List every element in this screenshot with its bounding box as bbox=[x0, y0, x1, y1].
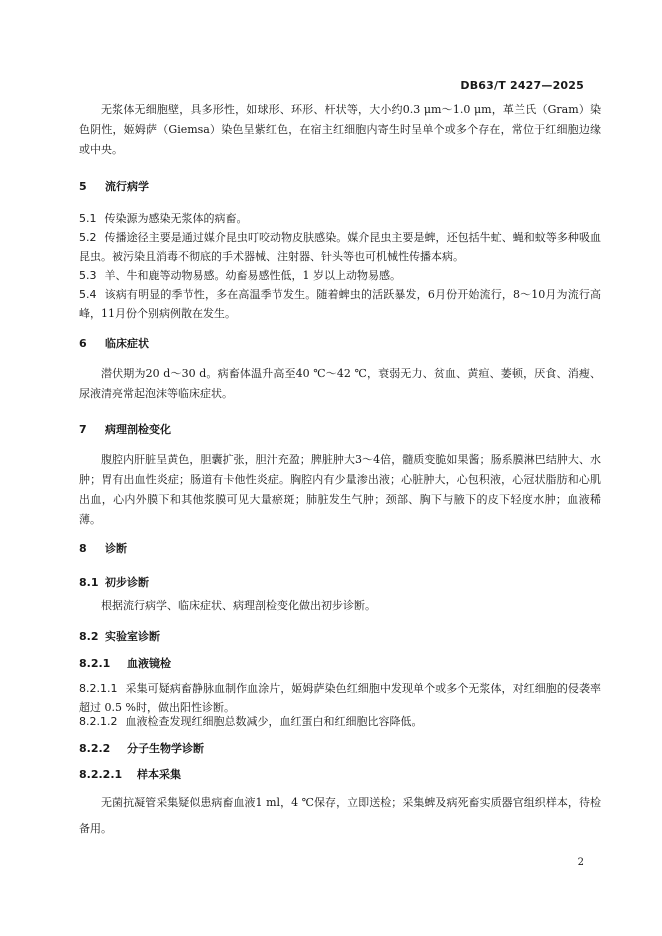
section-8-heading bbox=[79, 540, 127, 556]
section-title: 实验室诊断 bbox=[105, 630, 160, 643]
subsection-8-2-2-1-paragraph: 无菌抗凝管采集疑似患病畜血液1 ml，4 ℃保存，立即送检；采集蜱及病死畜实质器官组织样本，待检备用。 bbox=[79, 796, 601, 835]
clause-5-1 bbox=[79, 209, 601, 228]
clause-text: 血液检查发现红细胞总数减少，血红蛋白和红细胞比容降低。 bbox=[125, 715, 423, 728]
clause-number: 8.2.1.1 bbox=[79, 682, 118, 695]
section-number: 8.2.2.1 bbox=[79, 768, 123, 781]
section-title: 初步诊断 bbox=[105, 576, 149, 589]
section-7-paragraph: 腹腔内肝脏呈黄色，胆囊扩张，胆汁充盈；脾脏肿大3～4倍，髓质变脆如果酱；肠系膜淋巴结肿大、水肿；胃有出血性炎症；肠道有卡他性炎症。胸腔内有少量渗出液；心脏肿大，心包积液，心冠状脂肪和心肌出血，心内外膜下和其他浆膜可见大量瘀斑；肺脏发生气肿；颈部、胸下与腋下的皮下轻度水肿；血液稀薄。 bbox=[79, 453, 601, 526]
section-number: 8 bbox=[79, 542, 87, 555]
subsection-8-2-2-1-heading bbox=[79, 766, 181, 782]
clause-5-4 bbox=[79, 285, 601, 323]
page-number: 2 bbox=[577, 857, 584, 868]
clause-5-3 bbox=[79, 266, 601, 285]
clause-number: 5.4 bbox=[79, 288, 97, 301]
section-5-heading bbox=[79, 178, 149, 194]
subsection-8-1-heading bbox=[79, 574, 149, 590]
clause-5-2 bbox=[79, 228, 601, 266]
section-title: 分子生物学诊断 bbox=[127, 742, 204, 755]
clause-text: 传播途径主要是通过媒介昆虫叮咬动物皮肤感染。媒介昆虫主要是蜱，还包括牛虻、蝇和蚊等多种吸血昆虫。被污染且消毒不彻底的手术器械、注射器、针头等也可机械性传播本病。 bbox=[79, 231, 601, 263]
section-title: 临床症状 bbox=[105, 337, 149, 350]
section-number: 6 bbox=[79, 337, 87, 350]
clause-number: 5.1 bbox=[79, 212, 97, 225]
section-title: 病理剖检变化 bbox=[105, 423, 171, 436]
section-7-heading bbox=[79, 421, 171, 437]
intro-paragraph: 无浆体无细胞壁，具多形性，如球形、环形、杆状等，大小约0.3 μm～1.0 μm，革兰氏（Gram）染色阴性，姬姆萨（Giemsa）染色呈紫红色，在宿主红细胞内寄生时呈单个或多个存在，常位于红细胞边缘或中央。 bbox=[79, 103, 601, 156]
section-number: 8.1 bbox=[79, 576, 99, 589]
section-6-paragraph: 潜伏期为20 d～30 d。病畜体温升高至40 ℃～42 ℃，衰弱无力、贫血、黄疸、萎顿，厌食、消瘦、尿液清亮常起泡沫等临床症状。 bbox=[79, 367, 601, 400]
document-id-header: DB63/T 2427—2025 bbox=[460, 79, 584, 92]
clause-number: 8.2.1.2 bbox=[79, 715, 118, 728]
clause-number: 5.2 bbox=[79, 231, 97, 244]
section-number: 7 bbox=[79, 423, 87, 436]
section-title: 样本采集 bbox=[137, 768, 181, 781]
section-number: 8.2.2 bbox=[79, 742, 111, 755]
subsection-8-2-heading bbox=[79, 628, 160, 644]
section-6-heading bbox=[79, 335, 149, 351]
clause-number: 5.3 bbox=[79, 269, 97, 282]
clause-text: 传染源为感染无浆体的病畜。 bbox=[104, 212, 248, 225]
section-title: 诊断 bbox=[105, 542, 127, 555]
clause-text: 采集可疑病畜静脉血制作血涂片，姬姆萨染色红细胞中发现单个或多个无浆体，对红细胞的侵袭率超过 0.5 %时，做出阳性诊断。 bbox=[79, 682, 601, 714]
subsection-8-2-2-heading bbox=[79, 740, 204, 756]
section-title: 血液镜检 bbox=[127, 657, 171, 670]
section-number: 8.2.1 bbox=[79, 657, 111, 670]
section-title: 流行病学 bbox=[105, 180, 149, 193]
clause-text: 该病有明显的季节性，多在高温季节发生。随着蜱虫的活跃暴发，6月份开始流行，8～10月为流行高峰，11月份个别病例散在发生。 bbox=[79, 288, 601, 320]
subsection-8-2-1-heading bbox=[79, 655, 171, 671]
subsection-8-1-paragraph: 根据流行病学、临床症状、病理剖检变化做出初步诊断。 bbox=[101, 599, 376, 612]
section-number: 8.2 bbox=[79, 630, 99, 643]
clause-text: 羊、牛和鹿等动物易感。幼畜易感性低，1 岁以上动物易感。 bbox=[104, 269, 401, 282]
clause-8-2-1-2 bbox=[79, 712, 601, 731]
section-number: 5 bbox=[79, 180, 87, 193]
